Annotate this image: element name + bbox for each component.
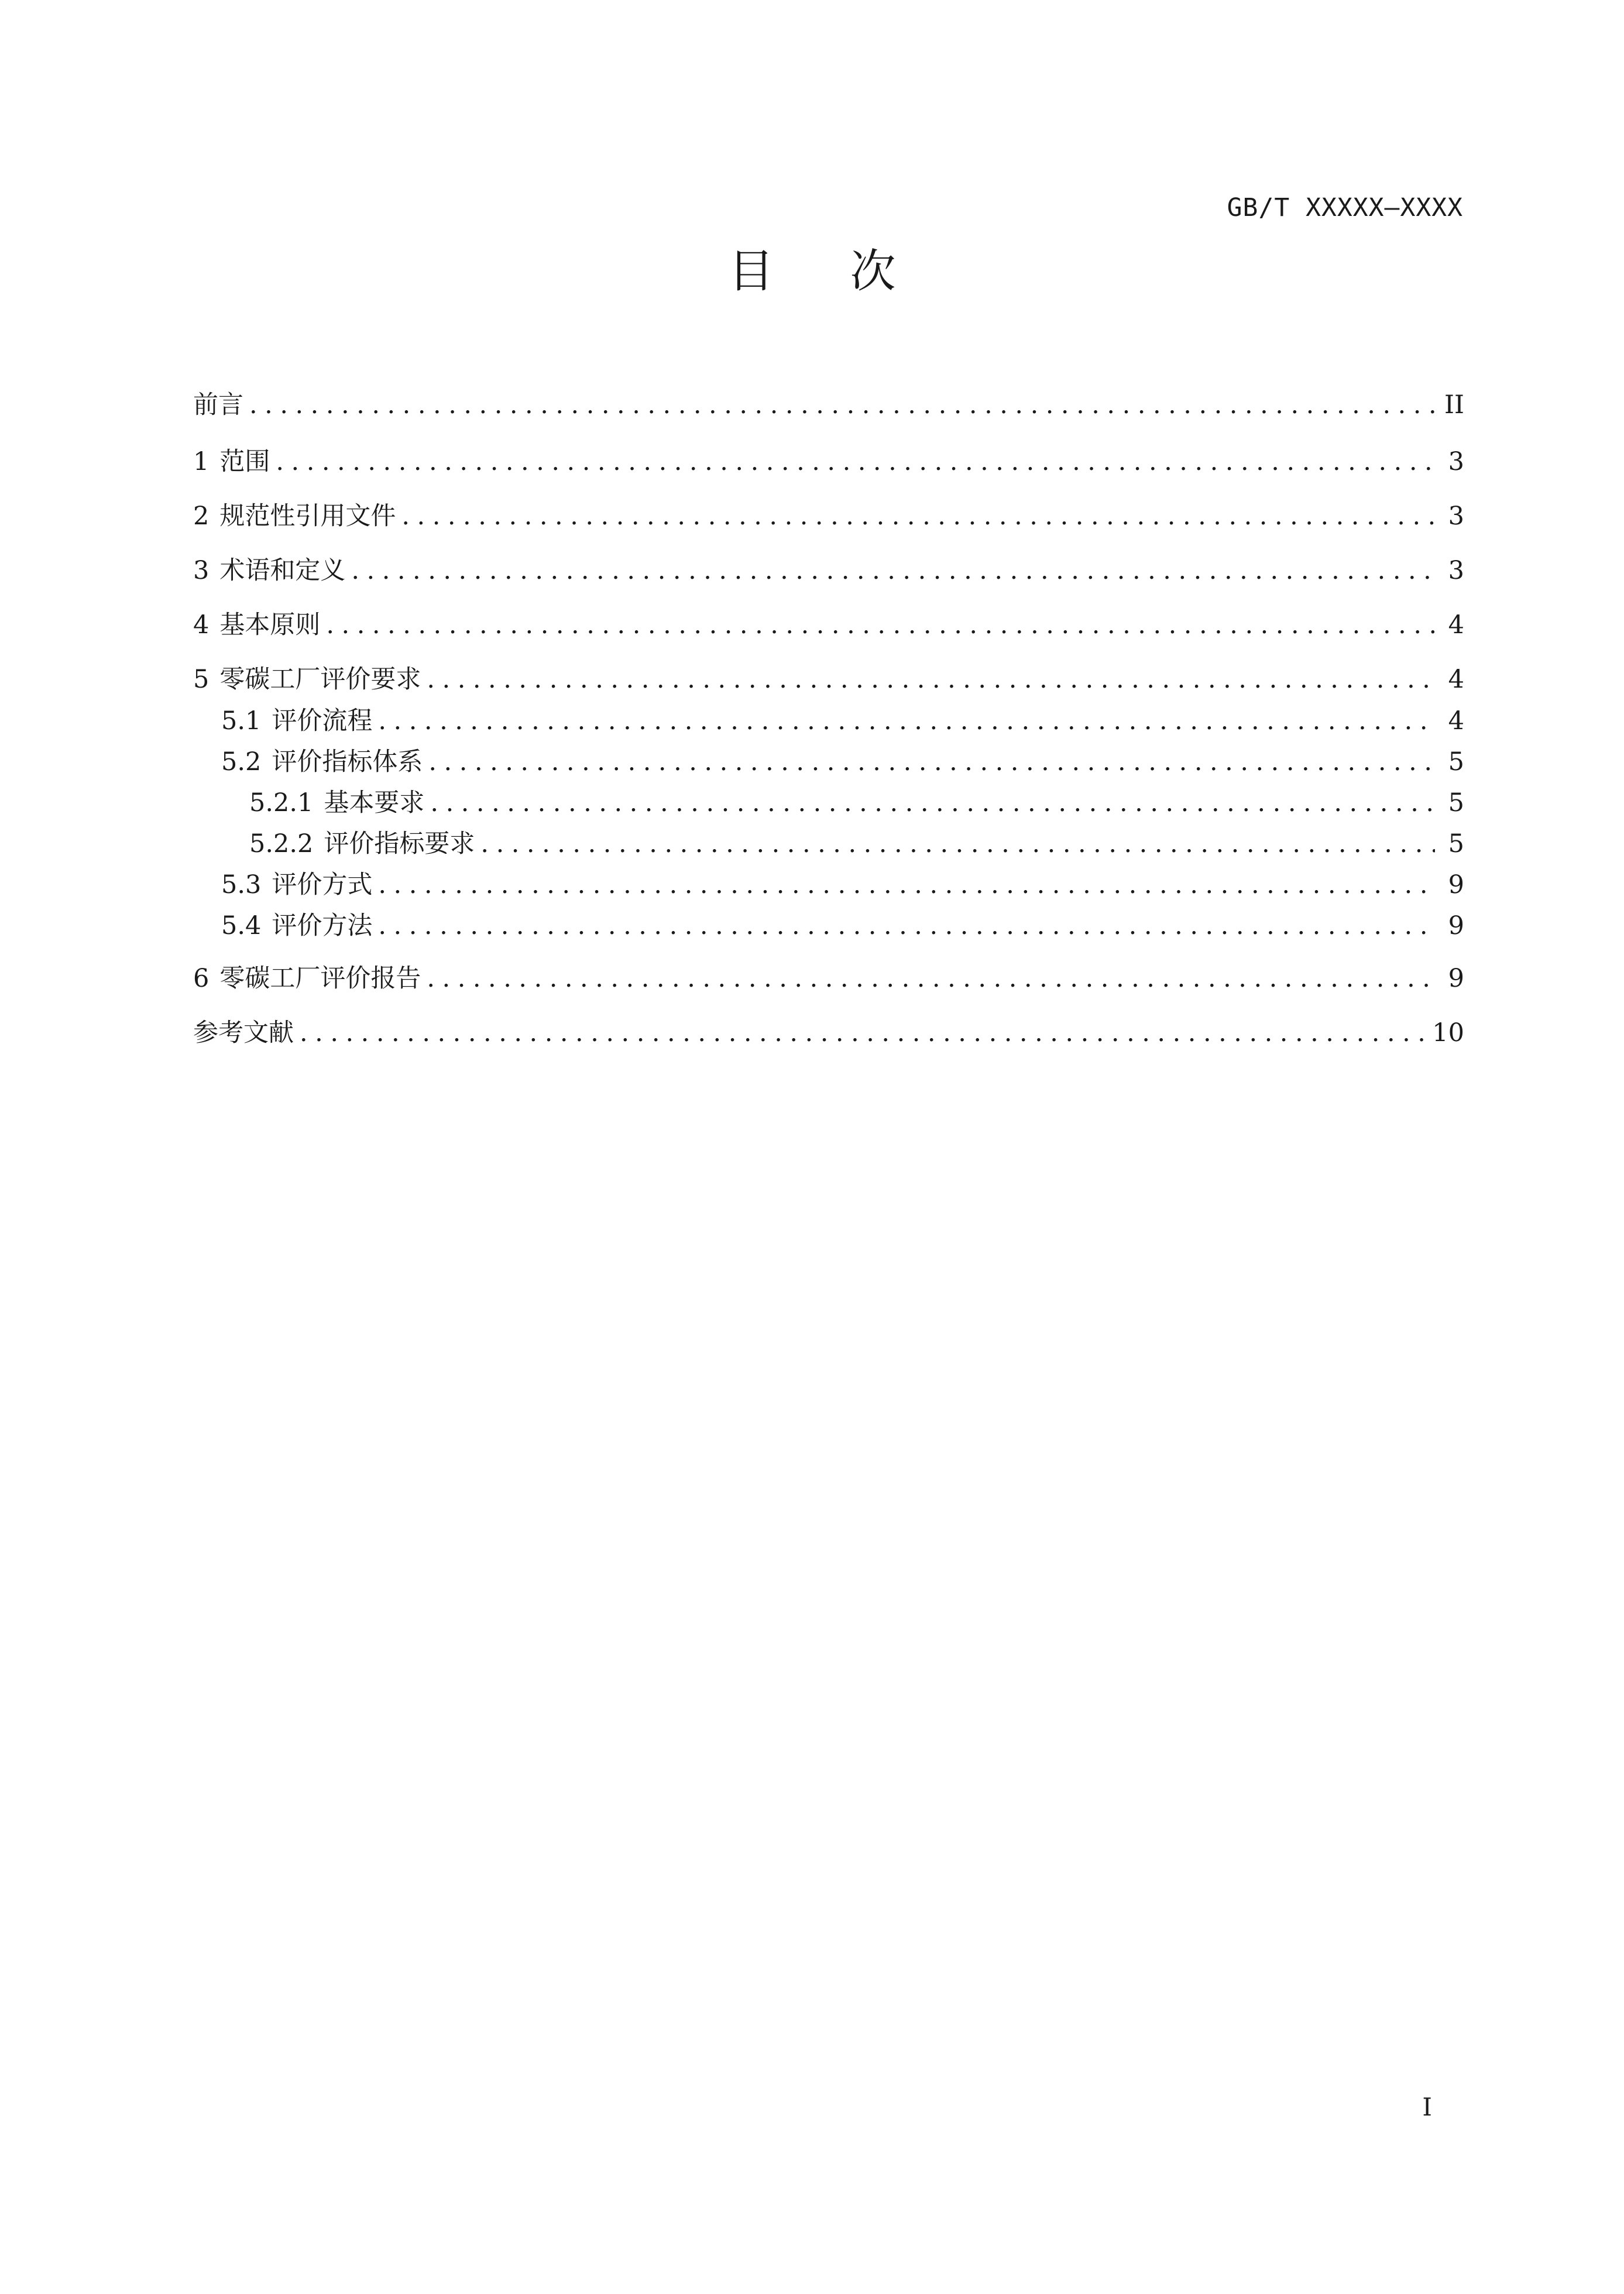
toc-entry-text: 评价方法 xyxy=(272,911,373,940)
toc-entry-number: 5.2.1 xyxy=(249,788,314,818)
toc-entry-foreword[interactable] xyxy=(193,387,1464,423)
toc-entry-text: 范围 xyxy=(219,447,270,476)
page-number: I xyxy=(1422,2093,1432,2121)
toc-entry-label xyxy=(221,908,378,943)
toc-entry-number: 5.4 xyxy=(221,911,262,940)
toc-entry-scope[interactable] xyxy=(193,444,1464,479)
toc-entry-indicator-system[interactable] xyxy=(193,744,1464,779)
toc-entry-text: 评价指标体系 xyxy=(272,747,423,777)
toc-entry-page: 9 xyxy=(1448,964,1464,993)
toc-dot-leader xyxy=(480,826,1435,861)
toc-entry-label xyxy=(221,703,378,739)
toc-entry-evaluation-report[interactable] xyxy=(193,961,1464,996)
toc-entry-label xyxy=(193,387,249,423)
toc-entry-terms-definitions[interactable] xyxy=(193,553,1464,588)
toc-entry-label xyxy=(193,1015,300,1050)
toc-entry-page: 3 xyxy=(1448,447,1464,476)
toc-dot-leader xyxy=(276,444,1435,479)
toc-dot-leader xyxy=(428,744,1435,779)
toc-entry-label xyxy=(221,867,378,902)
toc-entry-label xyxy=(193,499,401,534)
toc-dot-leader xyxy=(378,867,1435,902)
toc-entry-number: 3 xyxy=(193,556,210,585)
page-title: 目次 xyxy=(728,245,972,298)
toc-entry-label xyxy=(193,961,427,996)
toc-entry-label xyxy=(249,826,480,861)
toc-entry-label xyxy=(193,553,351,588)
toc-dot-leader xyxy=(401,499,1435,534)
toc-entry-page: 3 xyxy=(1448,556,1464,585)
toc-entry-text: 前言 xyxy=(193,390,243,420)
toc-entry-page: 10 xyxy=(1432,1018,1464,1048)
toc-entry-number: 4 xyxy=(193,610,210,640)
toc-dot-leader xyxy=(427,662,1435,697)
toc-entry-page: 3 xyxy=(1448,502,1464,531)
toc-entry-number: 5.2.2 xyxy=(249,829,314,858)
toc-dot-leader xyxy=(427,961,1435,996)
toc-dot-leader xyxy=(300,1015,1424,1050)
toc-entry-label xyxy=(193,662,427,697)
toc-entry-page: 9 xyxy=(1448,870,1464,899)
toc-entry-page: 5 xyxy=(1448,747,1464,777)
toc-entry-label xyxy=(193,444,276,479)
toc-entry-normative-references[interactable] xyxy=(193,499,1464,534)
toc-entry-page: 4 xyxy=(1448,610,1464,640)
toc-dot-leader xyxy=(378,908,1435,943)
toc-entry-indicator-requirements[interactable] xyxy=(193,826,1464,861)
toc-entry-text: 术语和定义 xyxy=(219,556,346,585)
toc-dot-leader xyxy=(326,607,1435,643)
toc-entry-number: 5.2 xyxy=(221,747,262,777)
toc-entry-text: 评价方式 xyxy=(272,870,373,899)
toc-entry-text: 参考文献 xyxy=(193,1018,294,1048)
toc-entry-number: 5.3 xyxy=(221,870,262,899)
toc-dot-leader xyxy=(430,785,1435,820)
toc-dot-leader xyxy=(351,553,1435,588)
toc-entry-basic-requirements[interactable] xyxy=(193,785,1464,820)
toc-entry-number: 6 xyxy=(193,964,210,993)
toc-entry-text: 基本原则 xyxy=(219,610,321,640)
toc-entry-page: 4 xyxy=(1448,706,1464,736)
toc-entry-label xyxy=(249,785,430,820)
toc-entry-page: 4 xyxy=(1448,665,1464,694)
document-code: GB/T XXXXX—XXXX xyxy=(1227,193,1463,222)
toc-entry-label xyxy=(221,744,428,779)
toc-entry-evaluation-method[interactable] xyxy=(193,908,1464,943)
toc-dot-leader xyxy=(249,387,1435,423)
toc-entry-basic-principles[interactable] xyxy=(193,607,1464,643)
toc-entry-number: 2 xyxy=(193,502,210,531)
toc-entry-page: 9 xyxy=(1448,911,1464,940)
toc-entry-page: 5 xyxy=(1448,788,1464,818)
toc-entry-text: 评价指标要求 xyxy=(324,829,475,858)
toc-entry-text: 评价流程 xyxy=(272,706,373,736)
toc-entry-evaluation-process[interactable] xyxy=(193,703,1464,739)
toc-entry-text: 零碳工厂评价报告 xyxy=(219,964,421,993)
toc-entry-number: 5.1 xyxy=(221,706,262,736)
toc-entry-evaluation-mode[interactable] xyxy=(193,867,1464,902)
toc-dot-leader xyxy=(378,703,1435,739)
toc-entry-page: II xyxy=(1444,390,1464,420)
toc-entry-text: 零碳工厂评价要求 xyxy=(219,665,421,694)
toc-entry-number: 1 xyxy=(193,447,210,476)
toc-entry-number: 5 xyxy=(193,665,210,694)
toc-entry-page: 5 xyxy=(1448,829,1464,858)
toc-entry-text: 规范性引用文件 xyxy=(219,502,396,531)
toc-entry-bibliography[interactable] xyxy=(193,1015,1464,1050)
toc-entry-label xyxy=(193,607,326,643)
toc-entry-evaluation-requirements[interactable] xyxy=(193,662,1464,697)
toc-entry-text: 基本要求 xyxy=(324,788,425,818)
